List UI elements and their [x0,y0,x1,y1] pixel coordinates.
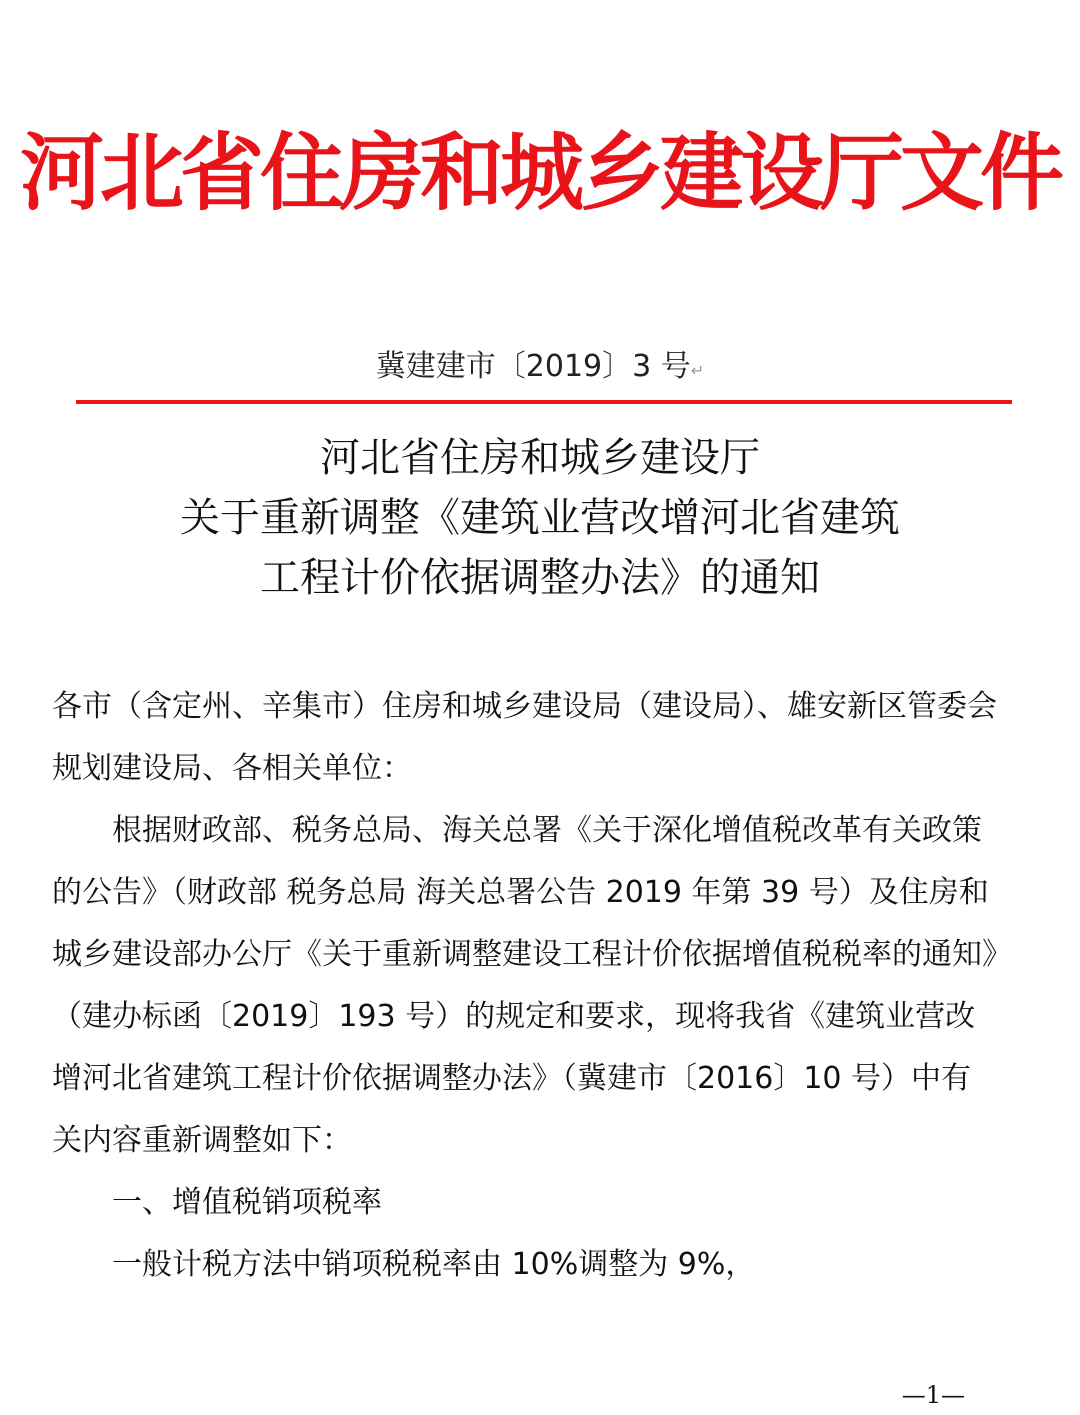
document-number [0,345,1080,393]
notice-title-line-2: 关于重新调整《建筑业营改增河北省建筑 [180,495,900,541]
basis-paragraph: 根据财政部、税务总局、海关总署《关于深化增值税改革有关政策的公告》（财政部 税务总局 海关总署公告 2019 年第 39 号）及住房和城乡建设部办公厅《关于重新调整建设工程计价依据增值税税率的通知》（建办标函〔2019〕193 号）的规定和要求，现将我省《建筑业营改增河北省建筑工程计价依据调整办法》（冀建市〔2016〕10 号）中有关内容重新调整如下： [52,813,997,1158]
addressee-paragraph: 各市（含定州、辛集市）住房和城乡建设局（建设局）、雄安新区管委会规划建设局、各相关单位： [52,689,997,786]
section-heading: 一、增值税销项税率 [112,1185,382,1220]
notice-title [0,428,1080,608]
notice-title-line-3: 工程计价依据调整办法》的通知 [260,555,820,601]
red-divider-line [76,400,1012,404]
document-number-text: 冀建建市〔2019〕3 号 [375,349,691,384]
document-body [52,676,997,1296]
notice-title-line-1: 河北省住房和城乡建设厅 [320,435,760,481]
document-masthead: 河北省住房和城乡建设厅文件 [19,123,1060,222]
section-text: 一般计税方法中销项税税率由 10%调整为 9%， [112,1247,756,1282]
page-number: —1— [901,1381,965,1409]
paragraph-mark: ↵ [690,361,705,380]
